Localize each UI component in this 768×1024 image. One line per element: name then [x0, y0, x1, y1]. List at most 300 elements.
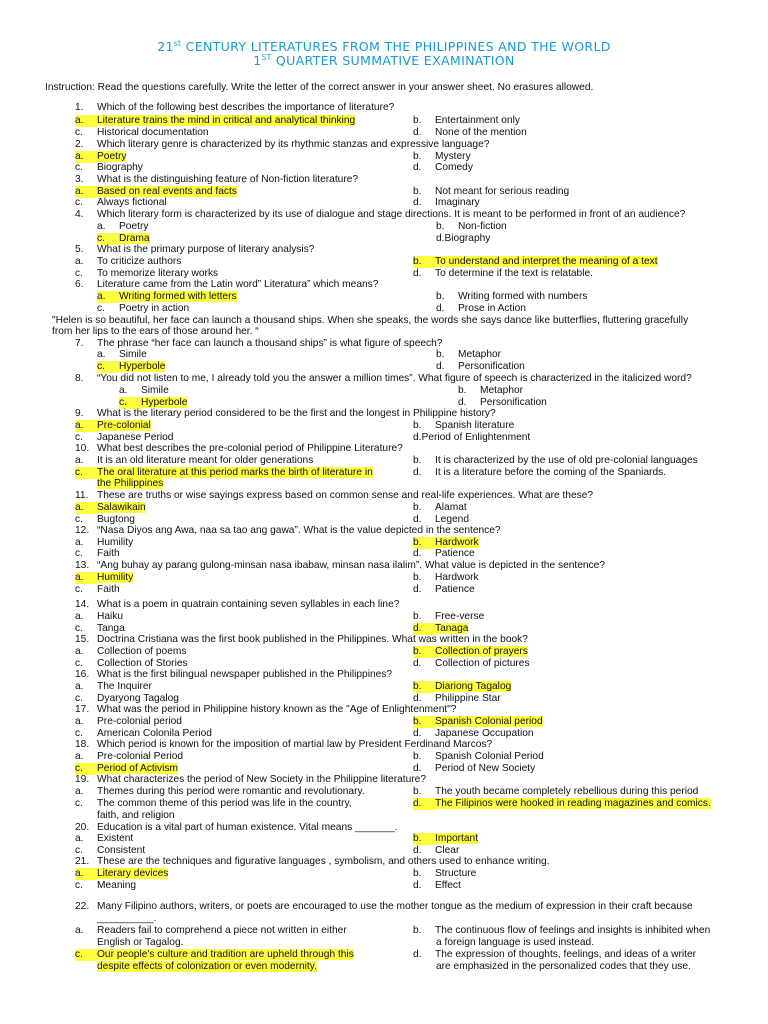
item-text: Bugtong — [97, 514, 135, 525]
item-number: 2. — [75, 139, 84, 150]
answer-option — [75, 420, 151, 432]
answer-option — [75, 751, 183, 763]
item-text: “Nasa Diyos ang Awa, naa sa tao ang gawa”. What is the value depicted in the sentence? — [97, 525, 501, 536]
item-number: c. — [75, 845, 83, 856]
item-number: a. — [75, 572, 97, 584]
item-number: a. — [75, 646, 84, 657]
item-text: Pre-colonial — [97, 420, 151, 431]
answer-option — [75, 681, 152, 693]
item-number: b. — [413, 186, 422, 197]
item-text: __________. — [97, 913, 157, 924]
item-number: a. — [75, 868, 97, 880]
answer-option — [75, 611, 123, 623]
item-text: These are truths or wise sayings express based on common sense and real-life experiences. What are these? — [97, 490, 594, 501]
item-number: b. — [436, 349, 445, 360]
item-number: b. — [413, 925, 422, 936]
item-number: d. — [413, 845, 422, 856]
answer-option — [413, 455, 698, 467]
question-line — [75, 634, 528, 646]
item-text: Collection of poems — [97, 646, 187, 657]
question-line — [75, 244, 314, 256]
answer-option — [413, 268, 593, 280]
answer-option — [413, 420, 514, 432]
text-line — [97, 810, 175, 822]
item-number: 3. — [75, 174, 84, 185]
item-text: These are the techniques and figurative languages , symbolism, and others used to enhance writing. — [97, 856, 550, 867]
item-text: "Helen is so beautiful, her face can launch a thousand ships. When she speaks, the words she says dance like butterflies, fluttering gracefully — [52, 315, 689, 326]
question-line — [75, 669, 392, 681]
item-text: Poetry — [97, 151, 127, 162]
item-number: c. — [75, 548, 83, 559]
item-number: b. — [413, 420, 422, 431]
item-text: The Inquirer — [97, 681, 152, 692]
item-number: 14. — [75, 599, 90, 610]
item-number: a. — [75, 925, 84, 936]
item-text: Pre-colonial Period — [97, 751, 184, 762]
item-number: b. — [413, 833, 435, 845]
item-text: a foreign language is used instead. — [436, 937, 595, 948]
question-line — [75, 279, 378, 291]
item-text: None of the mention — [435, 127, 527, 138]
answer-option — [413, 467, 666, 479]
item-number: a. — [75, 751, 84, 762]
question-line — [75, 856, 549, 868]
item-number: c. — [75, 880, 83, 891]
item-number: c. — [75, 623, 83, 634]
item-text: Non-fiction — [458, 221, 507, 232]
item-text: Imaginary — [435, 197, 480, 208]
item-text: Which of the following best describes the importance of literature? — [97, 102, 395, 113]
item-number: b. — [436, 291, 445, 302]
item-number: d. — [413, 658, 422, 669]
answer-option — [97, 221, 148, 233]
answer-option — [75, 786, 365, 798]
item-number: d. — [413, 197, 422, 208]
answer-option — [413, 572, 479, 584]
item-number: a. — [75, 115, 97, 127]
answer-option — [75, 584, 120, 596]
item-number: b. — [413, 572, 422, 583]
item-text: Our people's culture and tradition are upheld through this — [97, 949, 354, 960]
item-text: Salawikain — [97, 502, 146, 513]
item-text: Readers fail to comprehend a piece not written in either — [97, 925, 347, 936]
item-text: What is the first bilingual newspaper published in the Philippines? — [97, 669, 393, 680]
text-line — [413, 432, 530, 444]
item-text: are emphasized in the personalized codes that they use. — [436, 961, 691, 972]
item-text: Period of Activism — [97, 763, 178, 774]
item-number: a. — [119, 385, 128, 396]
answer-option — [413, 716, 543, 728]
item-text: Structure — [435, 868, 477, 879]
item-number: c. — [75, 127, 83, 138]
item-number: 15. — [75, 634, 90, 645]
item-number: c. — [97, 233, 119, 245]
item-text: Collection of pictures — [435, 658, 530, 669]
item-number: d. — [413, 949, 422, 960]
answer-option — [75, 455, 313, 467]
item-number: a. — [75, 786, 84, 797]
item-number: d. — [413, 127, 422, 138]
item-text: Which period is known for the imposition of martial law by President Ferdinand Marcos? — [97, 739, 493, 750]
item-number: d. — [413, 268, 422, 279]
answer-option — [413, 584, 475, 596]
answer-option — [413, 658, 530, 670]
item-number: c. — [75, 162, 83, 173]
question-line — [75, 525, 501, 537]
item-text: Existent — [97, 833, 134, 844]
item-text: The phrase “her face can launch a thousand ships” is what figure of speech? — [97, 338, 443, 349]
item-number: 22. — [75, 901, 90, 912]
question-line — [75, 174, 358, 186]
text-line — [97, 913, 157, 925]
item-text: Not meant for serious reading — [435, 186, 570, 197]
item-text: Clear — [435, 845, 460, 856]
item-text: The oral literature at this period marks the birth of literature in — [97, 467, 373, 478]
item-text: Period of New Society — [435, 763, 536, 774]
item-number: d. — [436, 303, 445, 314]
item-number: 4. — [75, 209, 84, 220]
item-number: a. — [75, 455, 84, 466]
question-line — [75, 704, 456, 716]
item-number: c. — [97, 303, 105, 314]
item-number: 11. — [75, 490, 89, 501]
item-text: Hyperbole — [141, 397, 188, 408]
question-line — [75, 443, 403, 455]
question-line — [75, 139, 489, 151]
item-text: Spanish Colonial period — [435, 716, 543, 727]
item-number: d. — [413, 514, 422, 525]
item-text: Literary devices — [97, 868, 169, 879]
item-text: Writing formed with letters — [119, 291, 237, 302]
item-number: c. — [75, 432, 83, 443]
item-text: Effect — [435, 880, 461, 891]
item-text: Literature trains the mind in critical and analytical thinking — [97, 115, 356, 126]
item-number: 7. — [75, 338, 84, 349]
item-number: b. — [413, 646, 435, 658]
item-text: from her lips to the ears of those around her. “ — [52, 326, 259, 337]
item-number: b. — [413, 115, 422, 126]
answer-option — [436, 303, 526, 315]
item-text: Drama — [119, 233, 150, 244]
answer-option — [413, 502, 467, 514]
item-text: Hardwork — [435, 572, 479, 583]
question-line — [75, 408, 496, 420]
item-number: d. — [413, 467, 422, 478]
answer-option — [413, 115, 520, 127]
item-text: To determine if the text is relatable. — [435, 268, 593, 279]
item-text: What characterizes the period of New Society in the Philippine literature? — [97, 774, 426, 785]
item-text: Important — [435, 833, 479, 844]
item-number: b. — [413, 455, 422, 466]
answer-option — [413, 162, 473, 174]
answer-option — [75, 833, 133, 845]
item-number: b. — [413, 611, 422, 622]
item-text: Japanese Occupation — [435, 728, 534, 739]
item-text: Diariong Tagalog — [435, 681, 512, 692]
answer-option — [97, 349, 147, 361]
item-text: To memorize literary works — [97, 268, 219, 279]
answer-option — [413, 197, 480, 209]
item-text: What best describes the pre-colonial period of Philippine Literature? — [97, 443, 403, 454]
answer-option — [75, 880, 136, 892]
item-text: Faith — [97, 548, 120, 559]
answer-option — [436, 349, 501, 361]
item-text: Which literary form is characterized by its use of dialogue and stage directions. It is meant to be performed in front of an audience? — [97, 209, 686, 220]
item-number: d. — [413, 798, 435, 810]
answer-option — [75, 197, 167, 209]
text-line — [97, 937, 183, 949]
item-text: Humility — [97, 537, 134, 548]
item-text: Literature came from the Latin word” Literatura” which means? — [97, 279, 379, 290]
question-line — [75, 490, 593, 502]
item-text: Poetry — [119, 221, 149, 232]
question-line — [75, 209, 685, 221]
item-number: a. — [75, 716, 84, 727]
item-number: a. — [75, 151, 97, 163]
instruction-text: Instruction: Read the questions carefully. Write the letter of the correct answer in your answer sheet. No erasures allowed. — [45, 82, 594, 93]
answer-option — [436, 361, 525, 373]
item-text: Meaning — [97, 880, 137, 891]
question-line — [75, 901, 693, 913]
answer-option — [75, 646, 186, 658]
item-text: Historical documentation — [97, 127, 209, 138]
item-number: 20. — [75, 822, 90, 833]
item-number: 6. — [75, 279, 84, 290]
item-number: c. — [97, 361, 119, 373]
item-text: the Philippines — [97, 478, 164, 489]
item-number: 9. — [75, 408, 84, 419]
item-number: b. — [413, 537, 435, 549]
item-text: American Colonila Period — [97, 728, 212, 739]
item-number: d. — [458, 397, 467, 408]
item-text: What was the period in Philippine history known as the "Age of Enlightenment"? — [97, 704, 457, 715]
item-text: despite effects of colonization or even modernity. — [97, 961, 317, 972]
answer-option — [413, 880, 461, 892]
item-number: c. — [75, 514, 83, 525]
answer-option — [75, 548, 120, 560]
item-number: 17. — [75, 704, 90, 715]
item-text: It is an old literature meant for older generations — [97, 455, 314, 466]
item-text: Japanese Period — [97, 432, 174, 443]
item-text: The continuous flow of feelings and insights is inhibited when — [435, 925, 711, 936]
item-text: Spanish literature — [435, 420, 515, 431]
item-number: c. — [75, 728, 83, 739]
answer-option — [413, 548, 475, 560]
item-text: Which literary genre is characterized by its rhythmic stanzas and expressive language? — [97, 139, 490, 150]
item-text: The youth became completely rebellious during this period — [435, 786, 699, 797]
item-number: 13. — [75, 560, 90, 571]
item-number: 1. — [75, 102, 84, 113]
answer-option — [75, 127, 209, 139]
item-number: 16. — [75, 669, 90, 680]
item-number: a. — [75, 681, 84, 692]
item-number: d. — [413, 623, 435, 635]
text-line — [97, 478, 163, 490]
item-text: What is the distinguishing feature of Non-fiction literature? — [97, 174, 359, 185]
question-line — [75, 560, 605, 572]
item-number: 12. — [75, 525, 90, 536]
item-text: Patience — [435, 584, 475, 595]
answer-option — [436, 291, 587, 303]
item-number: c. — [75, 763, 97, 775]
answer-option — [75, 949, 354, 961]
item-text: Always fictional — [97, 197, 167, 208]
question-line — [75, 373, 692, 385]
answer-option — [413, 949, 696, 961]
item-number: b. — [413, 868, 422, 879]
text-line — [436, 961, 691, 973]
item-number: b. — [436, 221, 445, 232]
item-number: a. — [97, 291, 119, 303]
answer-option — [436, 221, 507, 233]
item-number: b. — [413, 151, 422, 162]
text-line — [52, 326, 259, 338]
item-text: Mystery — [435, 151, 471, 162]
item-text: Simile — [119, 349, 147, 360]
item-text: Collection of prayers — [435, 646, 528, 657]
item-number: a. — [75, 537, 84, 548]
answer-option — [413, 681, 511, 693]
item-text: Faith — [97, 584, 120, 595]
item-number: a. — [75, 420, 97, 432]
item-number: b. — [413, 786, 422, 797]
item-number: 8. — [75, 373, 84, 384]
item-number: a. — [75, 502, 97, 514]
item-text: The expression of thoughts, feelings, and ideas of a writer — [435, 949, 697, 960]
item-number: b. — [413, 751, 422, 762]
item-number: c. — [75, 467, 97, 479]
item-text: faith, and religion — [97, 810, 175, 821]
item-text: “Ang buhay ay parang gulong-minsan nasa ibabaw, minsan nasa ilalim”. What value is depicted in the sentence? — [97, 560, 605, 571]
answer-option — [413, 868, 476, 880]
answer-option — [413, 833, 478, 845]
answer-option — [75, 868, 168, 880]
item-text: Doctrina Cristiana was the first book published in the Philippines. What was written in the book? — [97, 634, 528, 645]
item-number: c. — [75, 268, 83, 279]
answer-option — [413, 763, 535, 775]
item-text: Education is a vital part of human existence. Vital means _______. — [97, 822, 398, 833]
item-text: Hyperbole — [119, 361, 166, 372]
item-number: d. — [413, 763, 422, 774]
item-number: a. — [97, 349, 106, 360]
item-number: d. — [413, 728, 422, 739]
item-text: Biography — [97, 162, 143, 173]
item-text: The Filipinos were hooked in reading magazines and comics. — [435, 798, 711, 809]
item-text: Hardwork — [435, 537, 479, 548]
item-number: b. — [413, 256, 435, 268]
item-text: Spanish Colonial Period — [435, 751, 544, 762]
item-text: What is the primary purpose of literary analysis? — [97, 244, 315, 255]
item-text: d.Biography — [436, 233, 491, 244]
item-number: d. — [413, 584, 422, 595]
item-number: 18. — [75, 739, 90, 750]
answer-option — [75, 115, 355, 127]
exam-title-line-1: 21st CENTURY LITERATURES FROM THE PHILIPPINES AND THE WORLD — [157, 39, 611, 54]
item-text: Collection of Stories — [97, 658, 188, 669]
answer-option — [413, 786, 698, 798]
item-text: Many Filipino authors, writers, or poets are encouraged to use the mother tongue as the medium of expression in their craft because — [97, 901, 693, 912]
answer-option — [75, 162, 143, 174]
item-number: c. — [75, 658, 83, 669]
item-text: English or Tagalog. — [97, 937, 184, 948]
item-text: Based on real events and facts — [97, 186, 237, 197]
item-number: a. — [75, 611, 84, 622]
question-line — [75, 599, 399, 611]
item-number: 5. — [75, 244, 84, 255]
answer-option — [75, 716, 182, 728]
item-number: 19. — [75, 774, 90, 785]
answer-option — [413, 925, 710, 937]
item-number: b. — [413, 681, 435, 693]
item-text: Free-verse — [435, 611, 485, 622]
text-line — [97, 961, 317, 973]
item-number: d. — [413, 162, 422, 173]
item-text: Entertainment only — [435, 115, 520, 126]
answer-option — [413, 751, 544, 763]
item-number: c. — [75, 197, 83, 208]
item-number: a. — [75, 256, 84, 267]
item-number: b. — [413, 502, 422, 513]
answer-option — [413, 256, 658, 268]
item-text: The common theme of this period was life in the country, — [97, 798, 352, 809]
item-text: Alamat — [435, 502, 467, 513]
item-text: Tanaga — [435, 623, 469, 634]
item-text: Consistent — [97, 845, 146, 856]
item-text: Prose in Action — [458, 303, 526, 314]
answer-option — [413, 611, 484, 623]
item-number: d. — [413, 880, 422, 891]
answer-option — [97, 291, 237, 303]
item-text: Metaphor — [458, 349, 502, 360]
item-text: Tanga — [97, 623, 125, 634]
item-text: To criticize authors — [97, 256, 182, 267]
answer-option — [75, 925, 347, 937]
item-text: Themes during this period were romantic and revolutionary. — [97, 786, 365, 797]
answer-option — [75, 256, 181, 268]
item-number: c. — [75, 798, 83, 809]
item-text: Haiku — [97, 611, 124, 622]
item-text: Patience — [435, 548, 475, 559]
answer-option — [97, 303, 189, 315]
item-number: c. — [75, 949, 97, 961]
answer-option — [413, 798, 711, 810]
item-number: a. — [75, 186, 97, 198]
item-number: d. — [436, 361, 445, 372]
answer-option — [458, 385, 523, 397]
item-text: Dyaryong Tagalog — [97, 693, 179, 704]
item-text: It is characterized by the use of old pre-colonial languages — [435, 455, 698, 466]
answer-option — [75, 798, 352, 810]
answer-option — [413, 646, 528, 658]
item-text: Simile — [141, 385, 169, 396]
item-text: What is the literary period considered to be the first and the longest in Philippine history? — [97, 408, 496, 419]
item-text: Philippine Star — [435, 693, 501, 704]
item-text: What is a poem in quatrain containing seven syllables in each line? — [97, 599, 400, 610]
answer-option — [97, 361, 165, 373]
answer-option — [119, 385, 169, 397]
item-text: Comedy — [435, 162, 473, 173]
item-text: It is a literature before the coming of the Spaniards. — [435, 467, 667, 478]
item-text: Metaphor — [480, 385, 524, 396]
item-number: b. — [413, 716, 435, 728]
question-line — [75, 774, 426, 786]
text-line — [436, 233, 490, 245]
item-number: c. — [119, 397, 141, 409]
item-number: b. — [458, 385, 467, 396]
item-text: Pre-colonial period — [97, 716, 182, 727]
item-text: Legend — [435, 514, 469, 525]
text-line — [436, 937, 594, 949]
